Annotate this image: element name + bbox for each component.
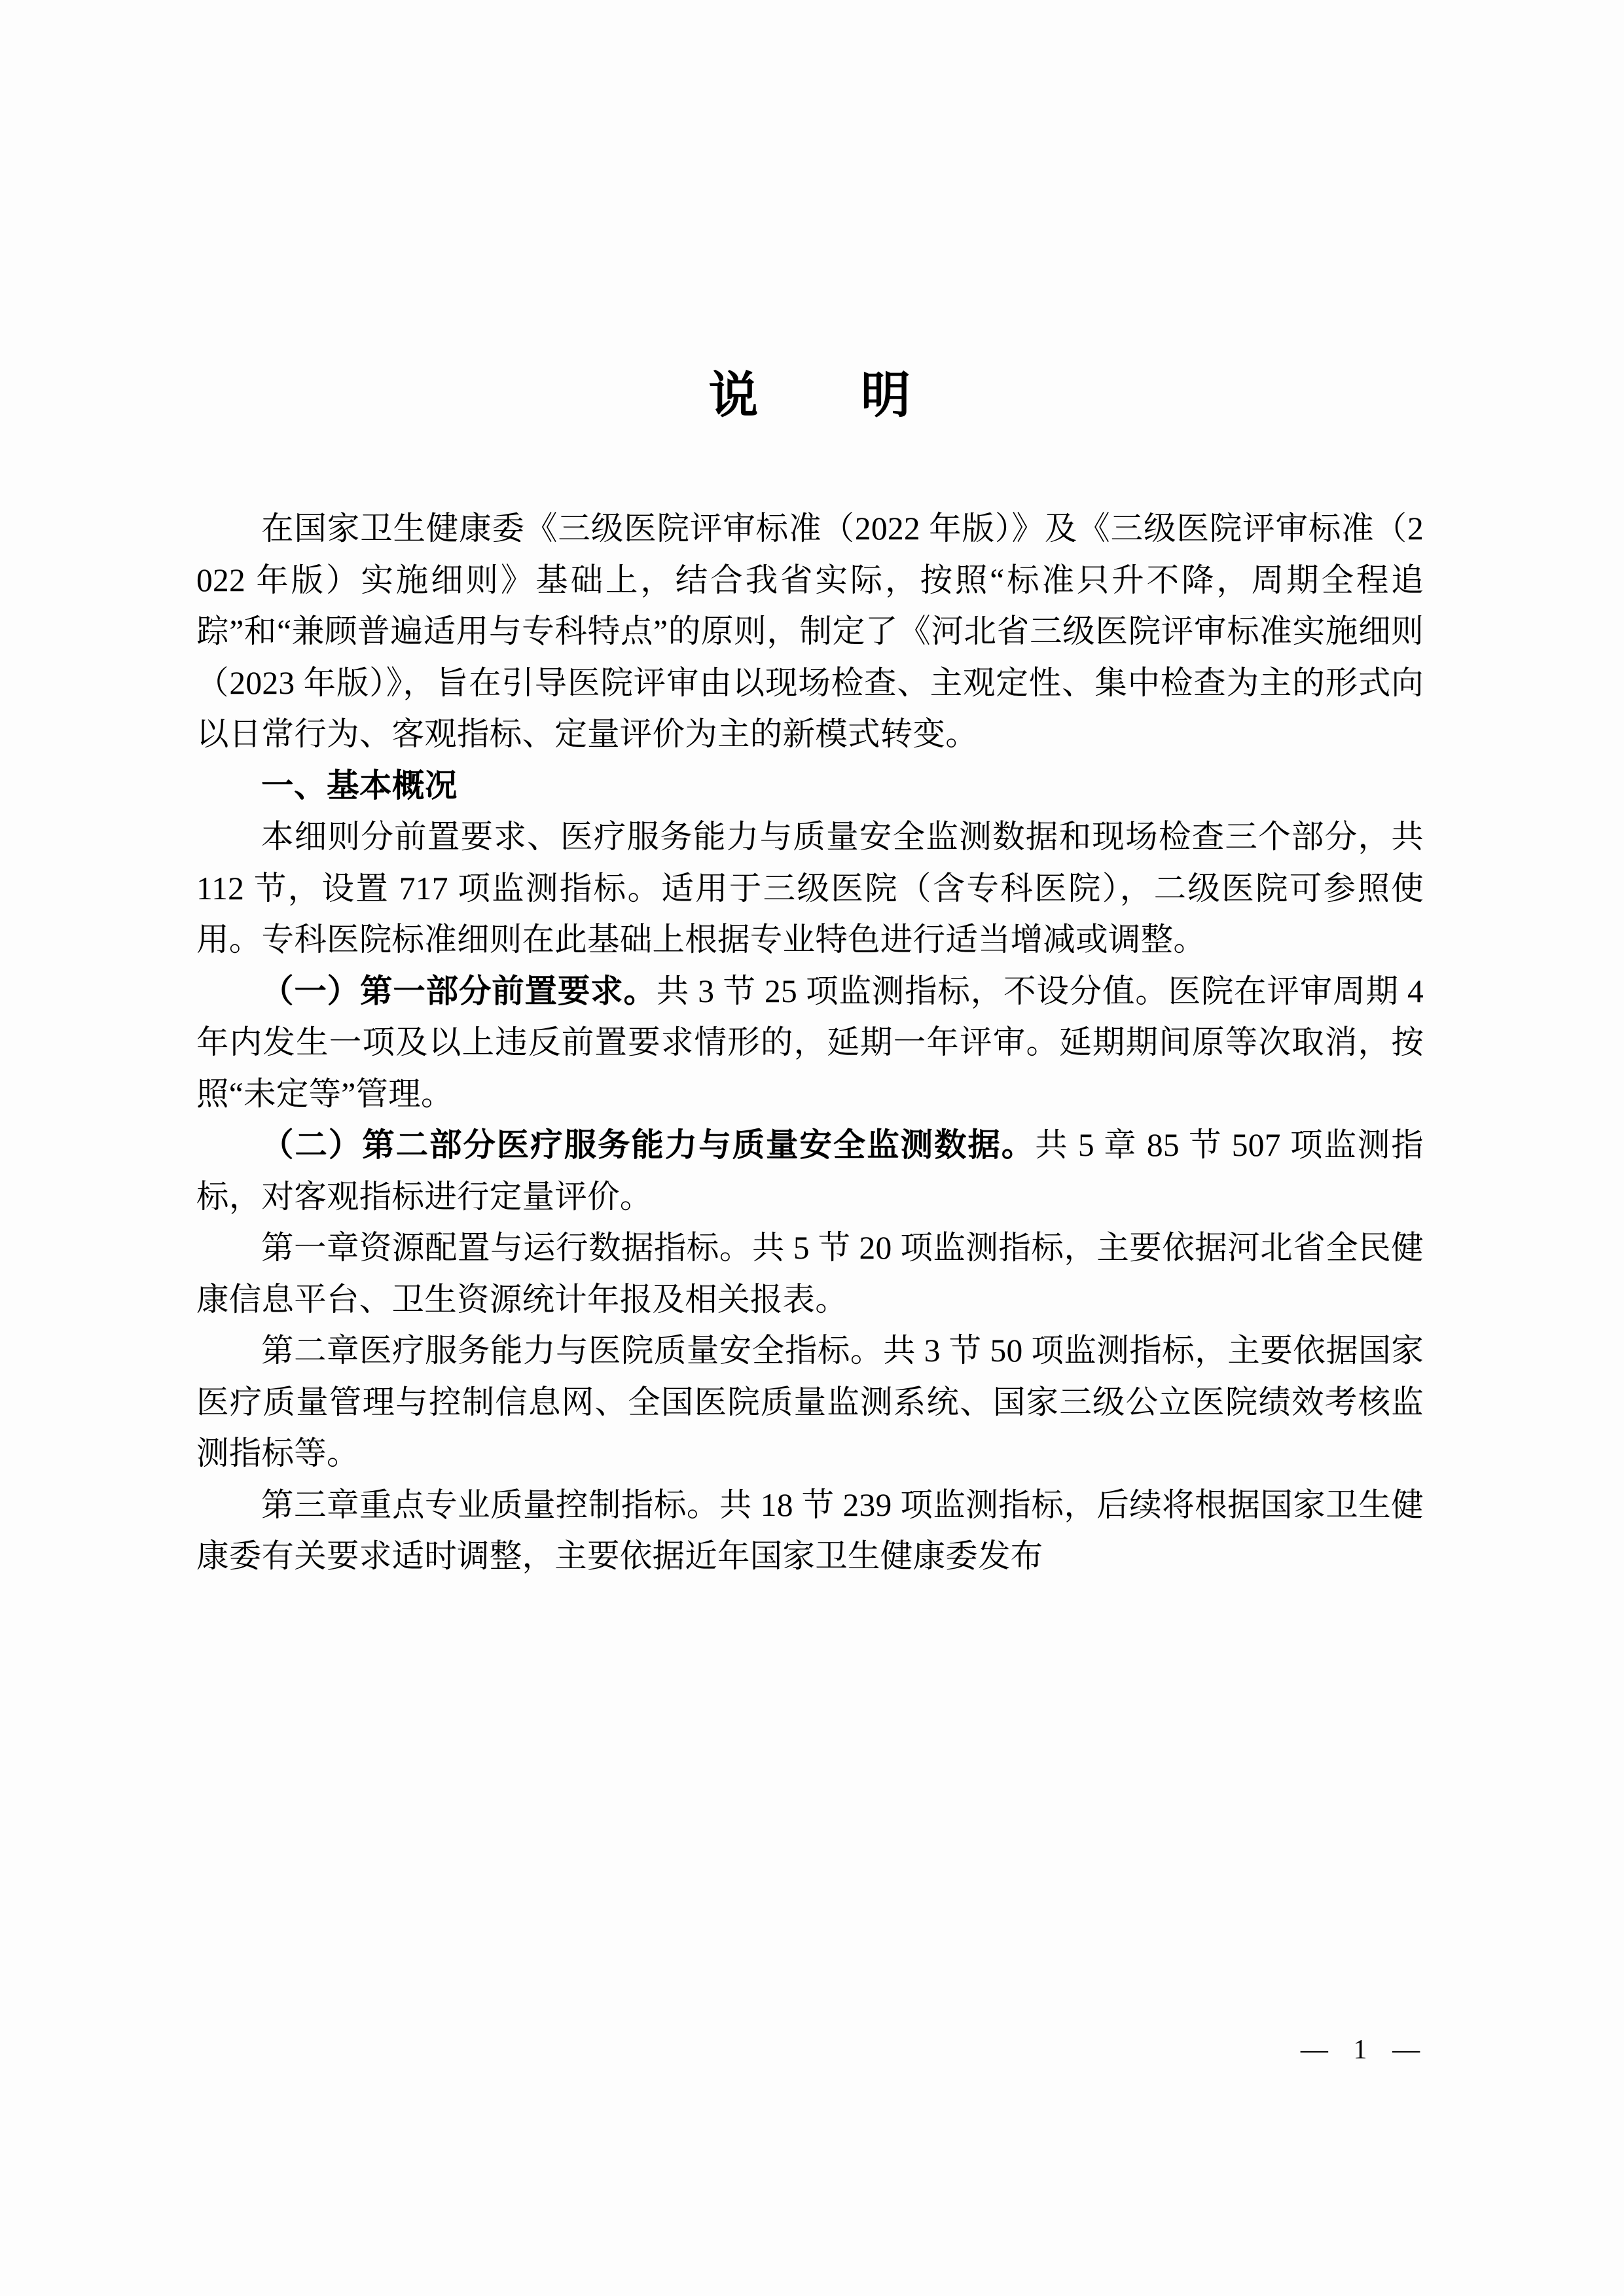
part-two-lead: （二）第二部分医疗服务能力与质量安全监测数据。 [261,1127,1036,1164]
intro-paragraph: 在国家卫生健康委《三级医院评审标准（2022 年版）》及《三级医院评审标准（2022 年版）实施细则》基础上，结合我省实际，按照“标准只升不降，周期全程追踪”和“兼顾普遍适用与专科特点”的原则，制定了《河北省三级医院评审标准实施细则（2023 年版）》，旨在引导医院评审由以现场检查、主观定性、集中检查为主的形式向以日常行为、客观指标、定量评价为主的新模式转变。 [196,511,1424,753]
document-content-column [196,0,1424,1583]
chapter-two-paragraph: 第二章医疗服务能力与医院质量安全指标。共 3 节 50 项监测指标，主要依据国家医疗质量管理与控制信息网、全国医院质量监测系统、国家三级公立医院绩效考核监测指标等。 [196,1333,1424,1472]
overview-paragraph: 本细则分前置要求、医疗服务能力与质量安全监测数据和现场检查三个部分，共 112 节，设置 717 项监测指标。适用于三级医院（含专科医院），二级医院可参照使用。专科医院标准细则在此基础上根据专业特色进行适当增减或调整。 [196,819,1424,958]
document-body [196,503,1424,1583]
part-two-body: 共 5 章 85 节 507 项监测指标，对客观指标进行定量评价。 [196,1127,1424,1215]
chapter-three-paragraph: 第三章重点专业质量控制指标。共 18 节 239 项监测指标，后续将根据国家卫生健康委有关要求适时调整，主要依据近年国家卫生健康委发布 [196,1486,1424,1575]
page-number-footer: — 1 — [1300,2035,1424,2065]
heading-basic-overview: 一、基本概况 [261,767,458,804]
part-one-lead: （一）第一部分前置要求。 [261,973,657,1009]
part-one-paragraph [196,966,1424,1121]
part-one-body: 共 3 节 25 项监测指标，不设分值。医院在评审周期 4 年内发生一项及以上违反前置要求情形的，延期一年评审。延期期间原等次取消，按照“未定等”管理。 [196,973,1424,1112]
page-title: 说 明 [708,368,912,423]
chapter-one-paragraph: 第一章资源配置与运行数据指标。共 5 节 20 项监测指标，主要依据河北省全民健康信息平台、卫生资源统计年报及相关报表。 [196,1230,1424,1318]
part-two-paragraph [196,1120,1424,1223]
